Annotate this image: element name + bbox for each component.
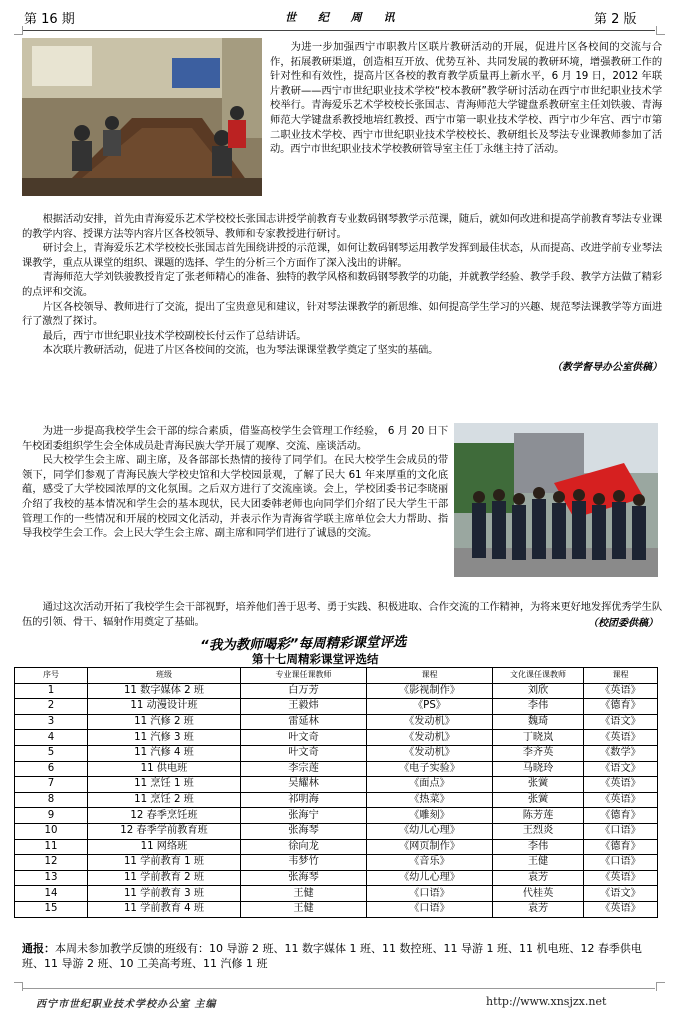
table-cell: 《影视制作》 [367, 683, 493, 699]
article2-paragraph: 通过这次活动开拓了我校学生会干部视野，培养他们善于思考、勇于实践、积极进取、合作交流的工作精神，为将来更好地发挥优秀学生队伍的引领、骨干、辐射作用奠定了基础。 [22, 601, 662, 628]
article1-paragraph: 青海师范大学刘铁骏教授肯定了张老师精心的准备、独特的教学风格和数码钢琴教学的功能，并就教学经验、教学手段、教学方法做了精彩的点评和交流。 [22, 271, 662, 298]
table-cell: 《面点》 [367, 777, 493, 793]
table-row [15, 855, 658, 871]
table-cell: 11 烹饪 1 班 [88, 777, 241, 793]
article1-paragraph: 根据活动安排，首先由青海爱乐艺术学校校长张国志讲授学前教育专业数码钢琴教学示范课，随后，就如何改进和提高学前教育琴法专业课的教学内容、授课方法等内容片区各校领导、教师和专家教授进行研讨。 [22, 213, 662, 240]
table-cell: 1 [15, 683, 88, 699]
table-cell: 2 [15, 699, 88, 715]
evaluation-subtitle: 第十七周精彩课堂评选结 [252, 652, 379, 666]
header-divider [22, 30, 655, 31]
table-row [15, 777, 658, 793]
table-row [15, 823, 658, 839]
table-cell: 《德育》 [584, 699, 658, 715]
table-cell: 《德育》 [584, 808, 658, 824]
article1-paragraph: 最后，西宁市世纪职业技术学校副校长付云作了总结讲话。 [42, 329, 307, 342]
crop-mark [14, 26, 23, 35]
footer-divider [22, 988, 655, 989]
table-cell: 《网页制作》 [367, 839, 493, 855]
table-cell: 张黉 [493, 792, 584, 808]
article2-paragraph: 为进一步提高我校学生会干部的综合素质，借鉴高校学生会管理工作经验， 6 月 20 日下午校团委组织学生会全体成员赴青海民族大学开展了观摩、交流、座谈活动。 [22, 425, 448, 452]
table-cell: 白万芳 [241, 683, 367, 699]
page-number: 第 2 版 [594, 12, 637, 27]
table-cell: 11 学前教育 4 班 [88, 901, 241, 917]
table-cell: 袁芳 [493, 901, 584, 917]
table-cell: 《口语》 [367, 901, 493, 917]
table-cell: 《德育》 [584, 839, 658, 855]
table-cell: 《语文》 [584, 761, 658, 777]
table-cell: 《口语》 [367, 886, 493, 902]
table-cell: 丁晓岚 [493, 730, 584, 746]
table-cell: 袁芳 [493, 870, 584, 886]
table-cell: 12 [15, 855, 88, 871]
table-cell: 刘欣 [493, 683, 584, 699]
table-cell: 11 学前教育 3 班 [88, 886, 241, 902]
table-cell: 李伟 [493, 699, 584, 715]
article1-paragraph: 本次联片教研活动，促进了片区各校间的交流，也为琴法课课堂教学奠定了坚实的基础。 [42, 344, 439, 357]
student-group-photo [454, 423, 658, 577]
table-row [15, 870, 658, 886]
table-cell: 王烈炎 [493, 823, 584, 839]
table-cell: 王健 [241, 886, 367, 902]
table-cell: 9 [15, 808, 88, 824]
table-cell: 11 烹饪 2 班 [88, 792, 241, 808]
table-cell: 《英语》 [584, 870, 658, 886]
table-cell: 《雕刻》 [367, 808, 493, 824]
table-row [15, 745, 658, 761]
table-cell: 《发动机》 [367, 745, 493, 761]
table-cell: 13 [15, 870, 88, 886]
table-body [15, 683, 658, 917]
meeting-room-photo [22, 38, 262, 196]
table-cell: 王健 [241, 901, 367, 917]
newsletter-title: 世 纪 周 讯 [285, 11, 404, 24]
table-cell: 雷延林 [241, 714, 367, 730]
table-cell: 徐向龙 [241, 839, 367, 855]
table-cell: 《发动机》 [367, 714, 493, 730]
table-cell: 《幼儿心理》 [367, 870, 493, 886]
table-row [15, 792, 658, 808]
column-header: 班级 [88, 668, 241, 684]
table-cell: 张海琴 [241, 870, 367, 886]
table-cell: 15 [15, 901, 88, 917]
table-cell: 李齐英 [493, 745, 584, 761]
table-cell: 《数学》 [584, 745, 658, 761]
column-header: 文化课任课教师 [493, 668, 584, 684]
table-cell: 5 [15, 745, 88, 761]
column-header: 课程 [367, 668, 493, 684]
table-cell: 11 供电班 [88, 761, 241, 777]
table-row [15, 808, 658, 824]
table-header-row [15, 668, 658, 684]
table-cell: 11 [15, 839, 88, 855]
table-cell: 王毅炜 [241, 699, 367, 715]
column-header: 专业课任课教师 [241, 668, 367, 684]
table-cell: 14 [15, 886, 88, 902]
table-cell: 祁明海 [241, 792, 367, 808]
notice-label: 通报： [22, 942, 55, 955]
table-cell: 《发动机》 [367, 730, 493, 746]
evaluation-table [14, 667, 658, 918]
table-cell: 12 春季学前教育班 [88, 823, 241, 839]
issue-number: 第 16 期 [24, 12, 75, 27]
table-cell: 《英语》 [584, 683, 658, 699]
table-cell: 《电子实验》 [367, 761, 493, 777]
table-row [15, 761, 658, 777]
article1-credit: （教学督导办公室供稿） [552, 361, 662, 373]
table-cell: 陈芳莲 [493, 808, 584, 824]
article1-intro [270, 40, 662, 157]
table-cell: 《语文》 [584, 886, 658, 902]
table-cell: 王健 [493, 855, 584, 871]
crop-mark [14, 982, 23, 991]
table-cell: 11 汽修 4 班 [88, 745, 241, 761]
table-cell: 张海琴 [241, 823, 367, 839]
article2-paragraph: 民大校学生会主席、副主席，及各部部长热情的接待了同学们。在民大校学生会成员的带领下，同学们参观了青海民族大学校史馆和大学校园景观，了解了民大 61 年来厚重的文化底蕴，感受了大学校园浓厚的文化氛围。之后双方进行了交流座谈。会上，学校团委书记李晓丽介绍了我校的基本情况和学生会的基本现状，民大团委韩老师也向同学们介绍了民大学生干部管理工作的一些情况和开展的校园文化活动，并表示作为青海省学联主席单位会大力帮助、指导我校学生会工作。会上民大学生会主席、副主席和同学们进行了诚恳的交流。 [22, 454, 448, 540]
table-cell: 8 [15, 792, 88, 808]
table-cell: 《热菜》 [367, 792, 493, 808]
table-cell: 魏琦 [493, 714, 584, 730]
notice [22, 941, 662, 971]
table-cell: 马晓玲 [493, 761, 584, 777]
footer-editor: 西宁市世纪职业技术学校办公室 主编 [36, 999, 217, 1010]
article1-body [22, 212, 662, 373]
table-cell: 11 动漫设计班 [88, 699, 241, 715]
table-cell: 11 数字媒体 2 班 [88, 683, 241, 699]
table-cell: 6 [15, 761, 88, 777]
table-row [15, 901, 658, 917]
table-cell: 李伟 [493, 839, 584, 855]
table-row [15, 886, 658, 902]
table-cell: 《英语》 [584, 730, 658, 746]
table-cell: 3 [15, 714, 88, 730]
article1-paragraph: 研讨会上，青海爱乐艺术学校校长张国志首先围绕讲授的示范课，如何让数码钢琴运用教学发挥到最佳状态，从而提高、改进学前专业琴法课教学，重点从课堂的组织、课题的选择、学生的分析三个方面作了深入浅出的讲解。 [22, 242, 662, 269]
notice-text: 本周未参加教学反馈的班级有：10 导游 2 班、11 数字媒体 1 班、11 数控班、11 导游 1 班、11 机电班、12 春季供电班、11 导游 2 班、10 工美高考班、11 汽修 1 班 [22, 942, 642, 970]
article1-paragraph: 为进一步加强西宁市职教片区联片教研活动的开展，促进片区各校间的交流与合作，拓展教研渠道，创造相互开放、优势互补、共同发展的教研环境，增强教研工作的针对性和有效性，提高片区各校的教育教学质量再上新水平，6 月 19 日，2012 年联片教研——西宁市世纪职业技术学校“校本教研”教学研讨活动在西宁市世纪职业技术学校举行。青海爱乐艺术学校校长张国志、青海师范大学键盘系教研室主任刘铁骏、青海师范大学键盘系教授地培红教授、西宁市第一职业技术学校、西宁市少年宫、西宁市第二职业技术学校、西宁市世纪职业技术学校校长、教研组长及琴法专业课教师参加了活动。西宁市世纪职业技术学校教研管导室主任丁永继主持了活动。 [270, 41, 662, 156]
table-row [15, 730, 658, 746]
table-cell: 11 汽修 3 班 [88, 730, 241, 746]
table-cell: 叶文奇 [241, 730, 367, 746]
table-cell: 《口语》 [584, 823, 658, 839]
table-row [15, 714, 658, 730]
table-cell: 《语文》 [584, 714, 658, 730]
table-cell: 《英语》 [584, 901, 658, 917]
table-cell: 《口语》 [584, 855, 658, 871]
evaluation-title: “我为教师喝彩”每周精彩课堂评选 [199, 634, 407, 654]
table-row [15, 839, 658, 855]
table-cell: 张海宁 [241, 808, 367, 824]
table-row [15, 699, 658, 715]
table-cell: 吴耀林 [241, 777, 367, 793]
table-cell: 韦梦竹 [241, 855, 367, 871]
table-cell: 11 汽修 2 班 [88, 714, 241, 730]
article2-body [22, 424, 448, 541]
table-cell: 11 学前教育 1 班 [88, 855, 241, 871]
table-cell: 李宗莲 [241, 761, 367, 777]
article1-paragraph: 片区各校领导、教师进行了交流，提出了宝贵意见和建议，针对琴法课教学的新思维、如何提高学生学习的兴趣、规范琴法课教学等方面进行了激烈了探讨。 [22, 300, 662, 328]
table-cell: 《英语》 [584, 777, 658, 793]
table-cell: 10 [15, 823, 88, 839]
table-row [15, 683, 658, 699]
footer-website-link[interactable]: http://www.xnsjzx.net [486, 995, 607, 1008]
column-header: 课程 [584, 668, 658, 684]
crop-mark [656, 26, 665, 35]
table-cell: 11 学前教育 2 班 [88, 870, 241, 886]
table-cell: 《幼儿心理》 [367, 823, 493, 839]
table-cell: 4 [15, 730, 88, 746]
table-cell: 11 网络班 [88, 839, 241, 855]
table-cell: 《PS》 [367, 699, 493, 715]
column-header: 序号 [15, 668, 88, 684]
crop-mark [656, 982, 665, 991]
table-cell: 《英语》 [584, 792, 658, 808]
table-cell: 叶文奇 [241, 745, 367, 761]
table-cell: 代桂英 [493, 886, 584, 902]
article2-credit: （校团委供稿） [588, 618, 658, 629]
table-cell: 张黉 [493, 777, 584, 793]
table-cell: 《音乐》 [367, 855, 493, 871]
table-cell: 7 [15, 777, 88, 793]
table-cell: 12 春季烹饪班 [88, 808, 241, 824]
